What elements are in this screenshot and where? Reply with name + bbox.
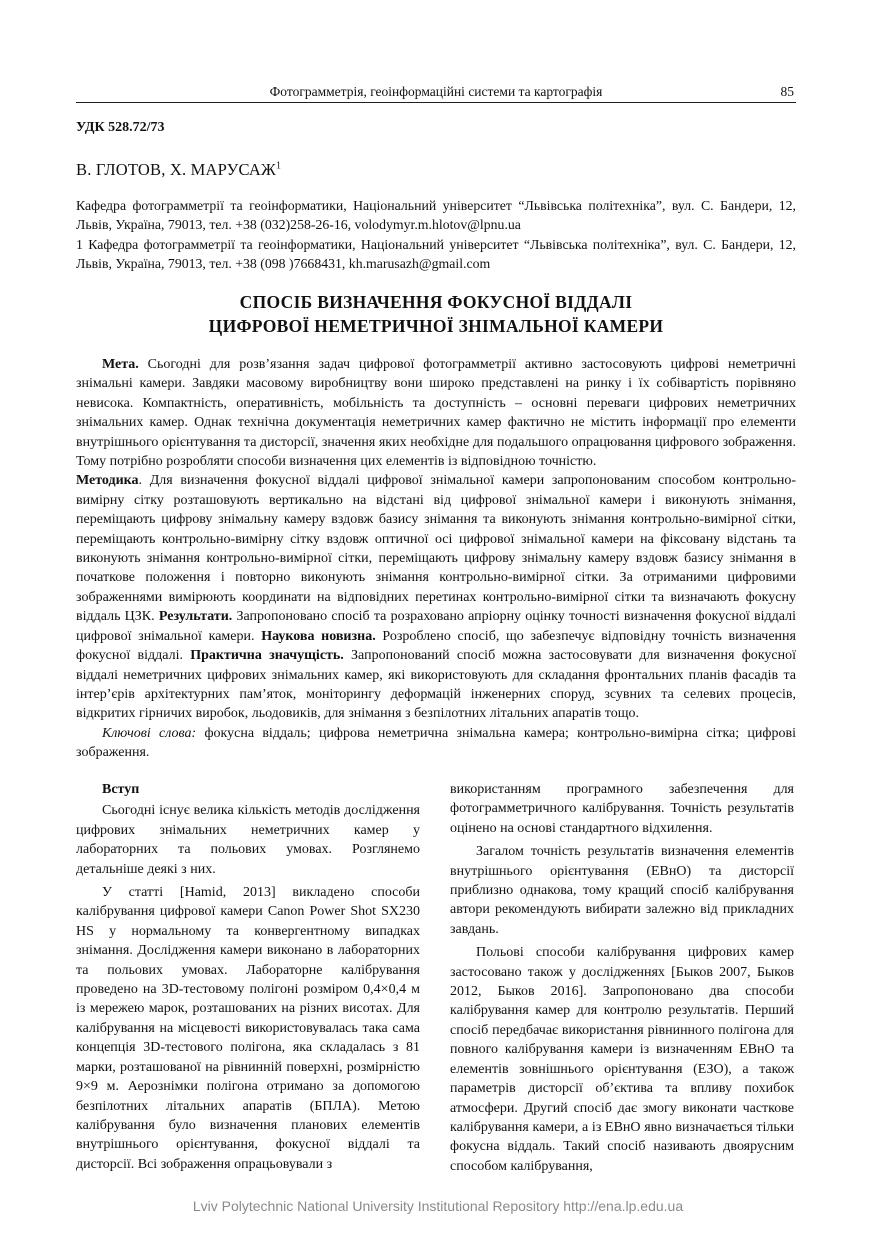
page-number: 85 xyxy=(780,84,794,99)
paper-title-line-1: СПОСІБ ВИЗНАЧЕННЯ ФОКУСНОЇ ВІДДАЛІ xyxy=(239,292,633,312)
left-paragraph-1: Сьогодні існує велика кількість методів дослідження цифрових знімальних неметричних камер у лабораторних та польових умовах. Розглянемо детальніше деякі з них. xyxy=(76,803,420,877)
left-column xyxy=(76,780,420,1178)
practical-label: Практична значущість. xyxy=(190,648,344,664)
right-paragraph-2: Загалом точність результатів визначення елементів внутрішнього орієнтування (ЕВнО) та дисторсії приблизно однакова, тому кращий спосіб калібрування автори рекомендують вибирати залежно від прикладних завдань. xyxy=(450,844,794,937)
right-paragraph-3: Польові способи калібрування цифрових камер застосовано також у дослідженнях [Быков 2007, Быков 2012, Быков 2016]. Запропоновано два способи калібрування камер для контролю результатів. Перший спосіб передбачає використання рівнинного полігона для повного калібрування камери із визначенням ЕВнО та елементів зовнішнього орієнтування (ЕЗО), а також параметрів дисторсії об’єктива та впливу похибок атмосфери. Другий спосіб дає змогу виконати часткове калібрування камери, а із ЕВнО явно визначається тільки фокусна віддаль. Такий спосіб називають двоярусним способом калібрування, xyxy=(450,945,794,1174)
running-title: Фотограмметрія, геоінформаційні системи та картографія xyxy=(269,84,603,99)
keywords-text: фокусна віддаль; цифрова неметрична знімальна камера; контрольно-вимірна сітка; цифрові зображення. xyxy=(76,725,796,761)
results-label: Результати. xyxy=(158,609,233,625)
method-text: . Для визначення фокусної віддалі цифрової знімальної камери запропонованим способом контрольно-вимірну сітку розташовують вертикально на відстані від цифрової знімальної камери і виконують знімання, переміщають цифрову знімальну камеру вздовж базису знімання та виконують знімання контрольно-вимірної сітки, переміщають контрольно-вимірну сітку вздовж оптичної осі цифрової знімальної камери на фіксовану відстань та виконують знімання контрольно-вимірної сітки, переміщають цифрову знімальну камеру вздовж базису знімання в початкове положення і повторно виконують знімання контрольно-вимірної сітки. За отриманими цифровими зображеннями вимірюють координати на відповідних перетинах контрольно-вимірної сітки та визначають фокусну віддаль ЦЗК. xyxy=(76,473,796,625)
aim-text: Сьогодні для розв’язання задач цифрової фотограмметрії активно застосовують цифрові неметричні знімальні камери. Завдяки масовому виробництву вони широко представлені на ринку і їх собівартість порівняно невисока. Компактність, оперативність, мобільність та доступність – основні переваги цифрових неметричних знімальних камер. Однак технічна документація неметричних камер фактично не містить інформації про елементи внутрішнього орієнтування та дисторсії, значення яких необхідне для подальшого опрацювання цифрового зображення. Тому потрібно розробляти способи визначення цих елементів із відповідною точністю. xyxy=(76,357,796,470)
method-label: Методика xyxy=(76,473,139,489)
abstract-method-paragraph xyxy=(76,471,796,723)
right-paragraph-1: використанням програмного забезпечення для фотограмметричного калібрування. Точність результатів оцінено на основі стандартного відхилення. xyxy=(450,782,794,836)
repository-footer: Lviv Polytechnic National University Institutional Repository http://ena.lp.edu.ua xyxy=(192,1198,684,1214)
keywords-label: Ключові слова: xyxy=(102,725,197,741)
affiliation-1: Кафедра фотограмметрії та геоінформатики, Національний університет “Львівська політехніка”, вул. С. Бандери, 12, Львів, Україна, 79013, тел. +38 (032)258-26-16, volodymyr.m.hlotov@lpnu.ua xyxy=(76,198,796,232)
author-names: В. ГЛОТОВ, Х. МАРУСАЖ xyxy=(76,160,276,179)
novelty-label: Наукова новизна. xyxy=(261,628,376,644)
paper-title-line-2: ЦИФРОВОЇ НЕМЕТРИЧНОЇ ЗНІМАЛЬНОЇ КАМЕРИ xyxy=(208,316,664,336)
abstract xyxy=(76,355,796,763)
practical-text: Запропонований спосіб можна застосовувати для визначення фокусної віддалі неметричних цифрових знімальних камер, які використовують для складання фронтальних планів фасадів та інтер’єрів архітектурних пам’яток, моніторингу деформацій інженерних споруд, зсувних та селевих процесів, відкритих гірничих виробок, льодовиків, для знімання з безпілотних літальних апаратів тощо. xyxy=(76,648,796,722)
abstract-aim-paragraph xyxy=(76,355,796,471)
udk-code: УДК 528.72/73 xyxy=(76,120,165,135)
right-column xyxy=(450,780,794,1180)
results-text: Запропоновано спосіб та розраховано апріорну оцінку точності визначення фокусної віддалі цифрової знімальної камери. xyxy=(76,609,796,644)
aim-label: Мета. xyxy=(102,357,139,372)
running-header xyxy=(76,84,796,103)
intro-heading: Вступ xyxy=(102,782,140,797)
left-paragraph-2: У статті [Hamid, 2013] викладено способи калібрування цифрової камери Canon Power Shot SX230 HS у нормальному та конвергентному випадках знімання. Дослідження камери виконано в лабораторних та польових умовах. Лабораторне калібрування проведено на 3D-тестовому полігоні розміром 0,4×0,4 м із мережею марок, розташованих на різних висотах. Для калібрування на місцевості використовувалась така сама концепція 3D-тестового полігона, яка складалась з 81 марки, розташованої на рівнинній поверхні, розмірністю 9×9 м. Аерознімки полігона отримано за допомогою безпілотних літальних апаратів (БПЛА). Метою калібрування було визначення планових елементів внутрішнього орієнтування, фокусної віддалі та дисторсії. Всі зображення опрацьовували з xyxy=(76,885,420,1172)
paper-title xyxy=(76,290,796,338)
authors-line xyxy=(76,160,281,180)
keywords-paragraph xyxy=(76,724,796,763)
novelty-text: Розроблено спосіб, що забезпечує відповідну точність визначення фокусної віддалі. xyxy=(76,628,796,664)
affiliation-2: 1 Кафедра фотограмметрії та геоінформатики, Національний університет “Львівська політехніка”, вул. С. Бандери, 12, Львів, Україна, 79013, тел. +38 (098 )7668431, kh.marusazh@gmail.com xyxy=(76,237,796,271)
author-superscript: 1 xyxy=(275,160,282,172)
